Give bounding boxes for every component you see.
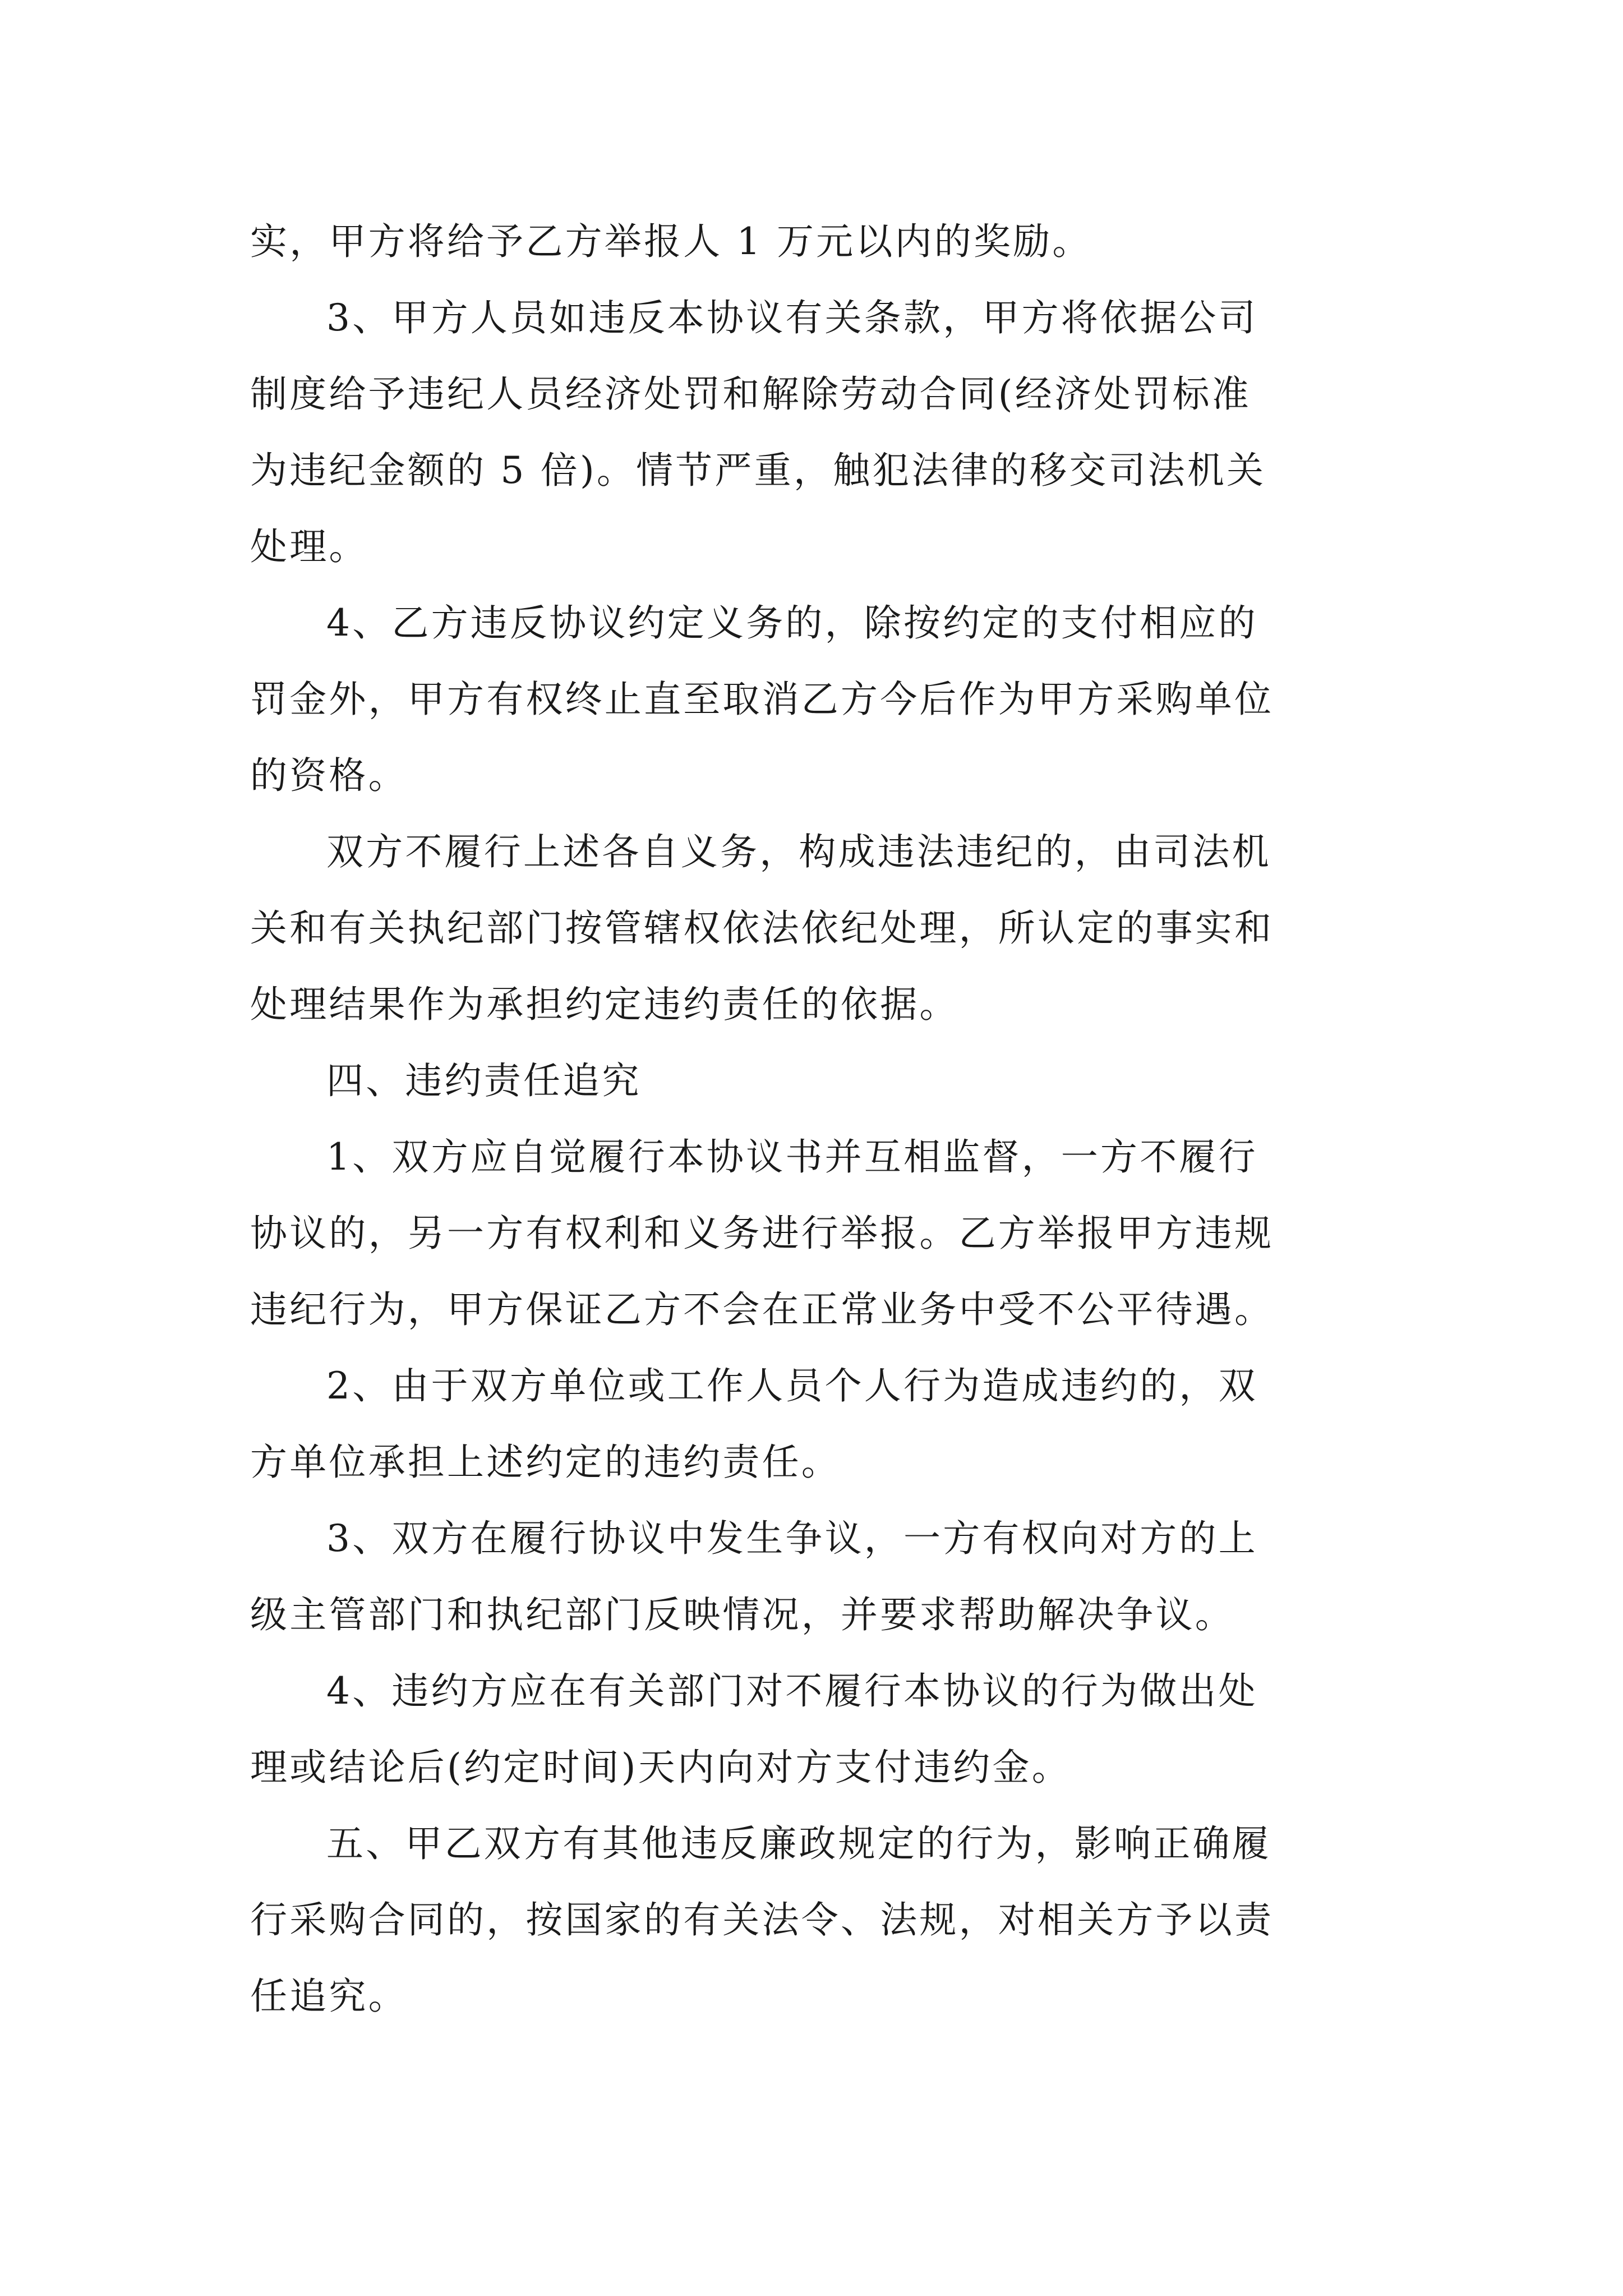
text-line: 理或结论后(约定时间)天内向对方支付违约金。	[250, 1746, 1071, 1789]
text-line: 的资格。	[250, 754, 408, 797]
text-line: 3、双方在履行协议中发生争议，一方有权向对方的上	[326, 1517, 1258, 1560]
text-line: 协议的，另一方有权利和义务进行举报。乙方举报甲方违规	[250, 1212, 1274, 1255]
text-line: 方单位承担上述约定的违约责任。	[250, 1441, 841, 1484]
section-heading: 五、甲乙双方有其他违反廉政规定的行为，影响正确履	[326, 1822, 1271, 1865]
text-line: 2、由于双方单位或工作人员个人行为造成违约的，双	[326, 1364, 1258, 1407]
text-line: 行采购合同的，按国家的有关法令、法规，对相关方予以责	[250, 1898, 1274, 1941]
text-line: 1、双方应自觉履行本协议书并互相监督，一方不履行	[326, 1135, 1258, 1179]
text-line: 处理结果作为承担约定违约责任的依据。	[250, 983, 959, 1026]
text-line: 任追究。	[250, 1975, 408, 2018]
text-line: 罚金外，甲方有权终止直至取消乙方今后作为甲方采购单位	[250, 678, 1274, 721]
text-line: 4、乙方违反协议约定义务的，除按约定的支付相应的	[326, 601, 1258, 645]
text-line: 3、甲方人员如违反本协议有关条款，甲方将依据公司	[326, 296, 1258, 339]
text-line: 双方不履行上述各自义务，构成违法违纪的，由司法机	[326, 830, 1271, 873]
text-line: 为违纪金额的 5 倍)。情节严重，触犯法律的移交司法机关	[250, 449, 1266, 492]
text-line: 实，甲方将给予乙方举报人 1 万元以内的奖励。	[250, 220, 1092, 263]
section-heading: 四、违约责任追究	[326, 1059, 642, 1102]
text-line: 制度给予违纪人员经济处罚和解除劳动合同(经济处罚标准	[250, 372, 1251, 416]
text-line: 处理。	[250, 525, 368, 568]
text-line: 级主管部门和执纪部门反映情况，并要求帮助解决争议。	[250, 1593, 1234, 1636]
text-line: 4、违约方应在有关部门对不履行本协议的行为做出处	[326, 1669, 1258, 1713]
text-line: 违纪行为，甲方保证乙方不会在正常业务中受不公平待遇。	[250, 1288, 1274, 1331]
text-line: 关和有关执纪部门按管辖权依法依纪处理，所认定的事实和	[250, 907, 1274, 950]
